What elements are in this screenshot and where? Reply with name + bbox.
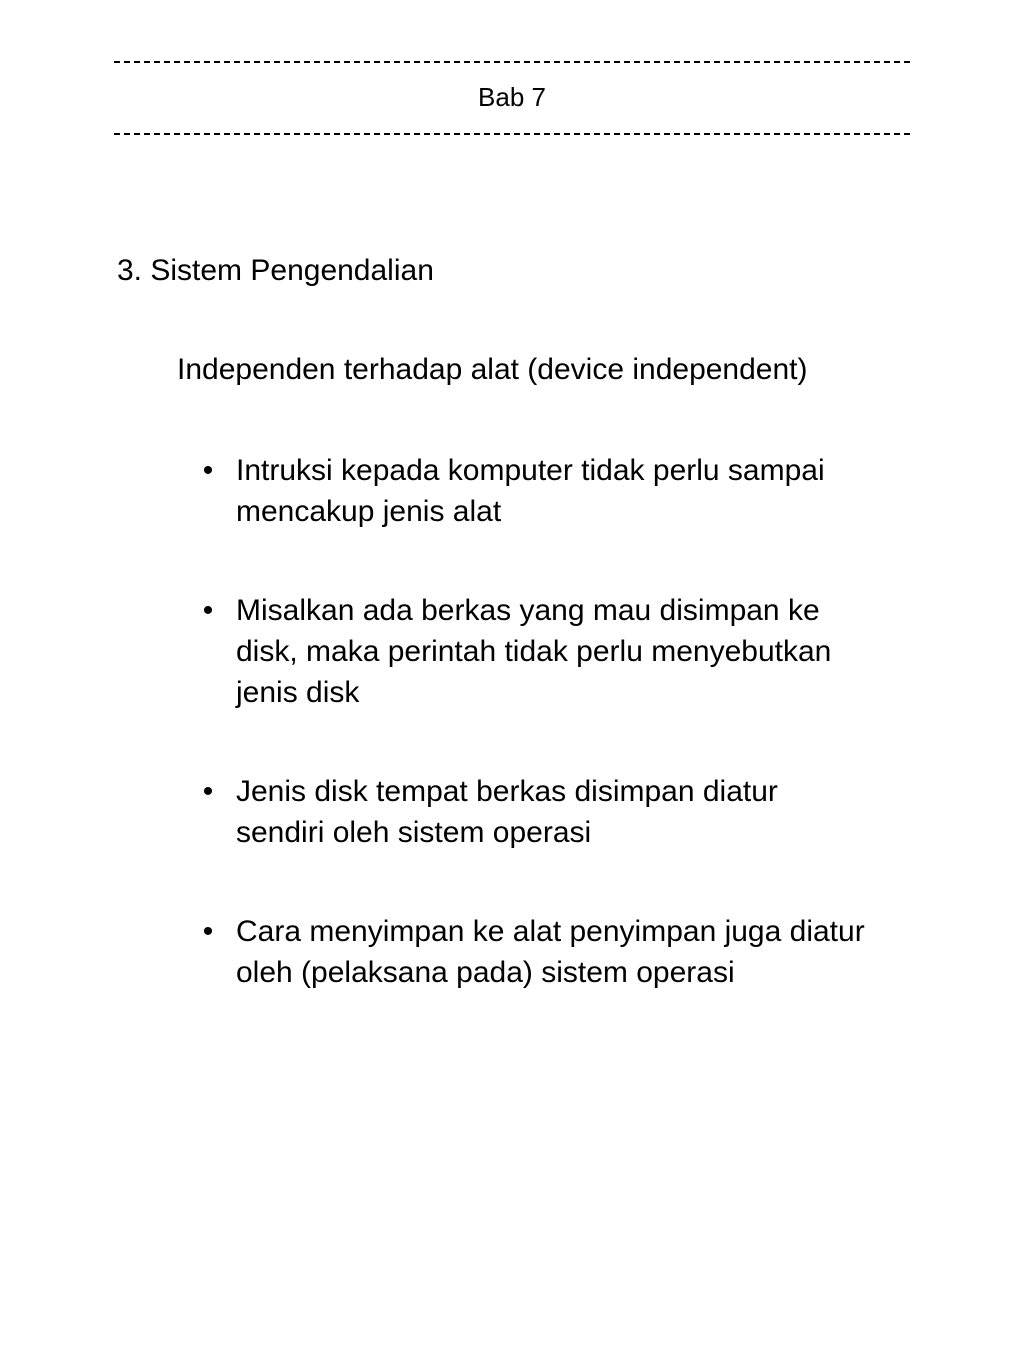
bullet-text-line: jenis disk: [236, 676, 360, 709]
section-title: 3. Sistem Pengendalian: [117, 254, 434, 287]
bullet-text-line: disk, maka perintah tidak perlu menyebutkan: [236, 635, 832, 668]
chapter-heading: Bab 7: [478, 82, 546, 112]
bullet-item: [198, 450, 988, 532]
bullet-item: [198, 590, 988, 713]
bullet-list: [198, 450, 988, 1051]
bullet-item: [198, 771, 988, 853]
bullet-text-line: Intruksi kepada komputer tidak perlu sampai: [236, 454, 825, 487]
header-divider-top: [114, 61, 910, 63]
bullet-text-line: Jenis disk tempat berkas disimpan diatur: [236, 775, 778, 808]
bullet-text-line: mencakup jenis alat: [236, 495, 502, 528]
bullet-marker: •: [202, 594, 214, 627]
bullet-marker: •: [202, 454, 214, 487]
bullet-text-line: sendiri oleh sistem operasi: [236, 816, 592, 849]
bullet-text-line: Misalkan ada berkas yang mau disimpan ke: [236, 594, 820, 627]
bullet-text-line: oleh (pelaksana pada) sistem operasi: [236, 956, 735, 989]
bullet-marker: •: [202, 775, 214, 808]
bullet-text-line: Cara menyimpan ke alat penyimpan juga diatur: [236, 915, 865, 948]
header-divider-bottom: [114, 133, 910, 135]
bullet-marker: •: [202, 915, 214, 948]
bullet-item: [198, 911, 988, 993]
section-subtitle: Independen terhadap alat (device independent): [177, 353, 808, 386]
